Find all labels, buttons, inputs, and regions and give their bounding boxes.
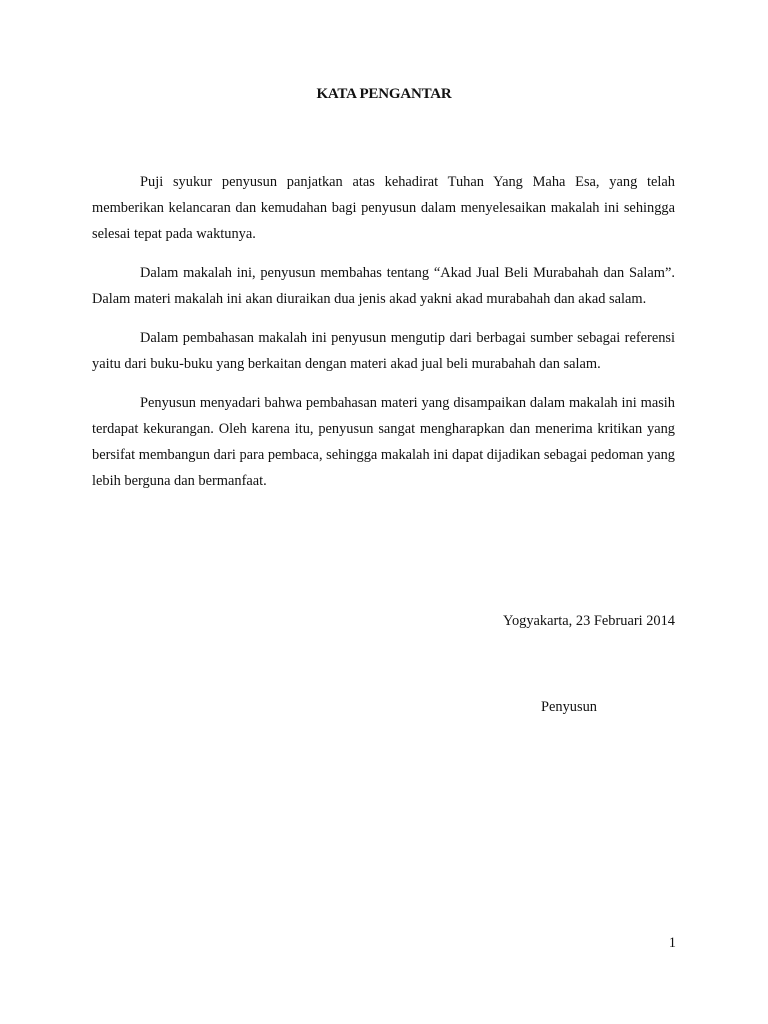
signer-label: Penyusun [541,699,597,715]
paragraph-2: Dalam makalah ini, penyusun membahas tentang “Akad Jual Beli Murabahah dan Salam”. Dalam materi makalah ini akan diuraikan dua jenis akad yakni akad murabahah dan akad salam. [92,265,675,307]
paragraph-3: Dalam pembahasan makalah ini penyusun mengutip dari berbagai sumber sebagai referensi yaitu dari buku-buku yang berkaitan dengan materi akad jual beli murabahah dan salam. [92,330,675,372]
place-date: Yogyakarta, 23 Februari 2014 [503,613,675,629]
document-body [92,169,675,507]
page-number: 1 [668,935,676,951]
page-title: KATA PENGANTAR [316,86,452,102]
paragraph-4: Penyusun menyadari bahwa pembahasan materi yang disampaikan dalam makalah ini masih terdapat kekurangan. Oleh karena itu, penyusun sangat mengharapkan dan menerima kritikan yang bersifat membangun dari para pembaca, sehingga makalah ini dapat dijadikan sebagai pedoman yang lebih berguna dan bermanfaat. [92,395,676,489]
paragraph-1: Puji syukur penyusun panjatkan atas kehadirat Tuhan Yang Maha Esa, yang telah memberikan kelancaran dan kemudahan bagi penyusun dalam menyelesaikan makalah ini sehingga selesai tepat pada waktunya. [92,174,675,242]
